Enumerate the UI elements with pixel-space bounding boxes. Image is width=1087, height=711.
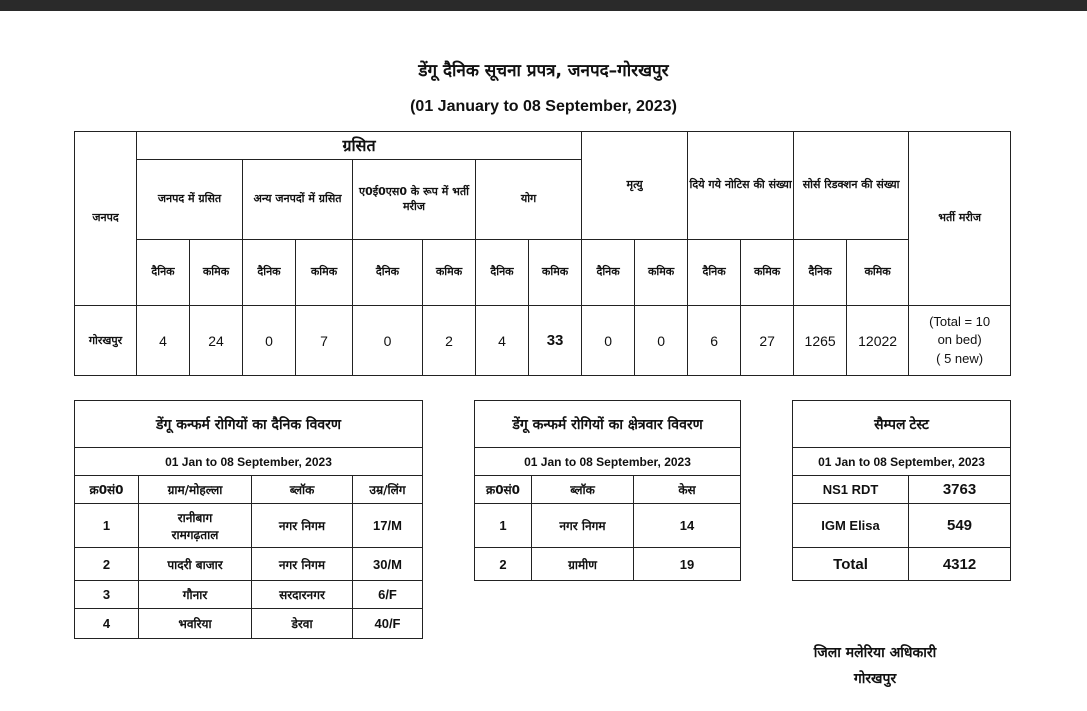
admitted-total-line: (Total = 10 xyxy=(929,314,991,330)
table-row xyxy=(793,504,1011,548)
block-header: ब्लॉक xyxy=(532,476,634,504)
cases-header: केस xyxy=(634,476,741,504)
deaths-cumulative-cell: 0 xyxy=(635,306,688,376)
table-row xyxy=(475,548,741,581)
table-row xyxy=(75,581,423,609)
sn-cell: 4 xyxy=(75,609,139,639)
village-header: ग्राम/मोहल्ला xyxy=(139,476,252,504)
total-value-cell: 4312 xyxy=(909,548,1011,581)
age-sex-header: उम्र/लिंग xyxy=(353,476,423,504)
other-cumulative-cell: 7 xyxy=(296,306,353,376)
cumulative-header: कमिक xyxy=(847,240,909,306)
report-title: डेंगू दैनिक सूचना प्रपत्र, जनपद–गोरखपुर xyxy=(418,61,669,81)
admitted-cell xyxy=(909,306,1011,376)
sn-cell: 1 xyxy=(475,504,532,548)
village-cell xyxy=(139,504,252,548)
age-sex-cell: 30/M xyxy=(353,548,423,581)
signature-designation: जिला मलेरिया अधिकारी xyxy=(813,645,937,661)
local-daily-cell: 4 xyxy=(137,306,190,376)
main-summary-table xyxy=(74,131,1011,376)
sample-test-table xyxy=(792,400,1011,581)
area-table-title: डेंगू कन्फर्म रोगियों का क्षेत्रवार विवरण xyxy=(475,401,741,448)
cumulative-header: कमिक xyxy=(296,240,353,306)
cumulative-header: कमिक xyxy=(741,240,794,306)
group-infected-header: ग्रसित xyxy=(137,132,582,160)
aes-daily-cell: 0 xyxy=(353,306,423,376)
table-row xyxy=(793,476,1011,504)
col-deaths-header: मृत्यु xyxy=(582,132,688,240)
col-total-header: योग xyxy=(476,160,582,240)
village-cell: पादरी बाजार xyxy=(139,548,252,581)
source-cumulative-cell: 12022 xyxy=(847,306,909,376)
daily-header: दैनिक xyxy=(476,240,529,306)
total-daily-cell: 4 xyxy=(476,306,529,376)
table-row xyxy=(75,548,423,581)
col-infected-other-header: अन्य जनपदों में ग्रसित xyxy=(243,160,353,240)
admitted-onbed-line: on bed) xyxy=(937,332,982,348)
daily-header: दैनिक xyxy=(243,240,296,306)
daily-detail-table xyxy=(74,400,423,639)
daily-header: दैनिक xyxy=(582,240,635,306)
age-sex-cell: 40/F xyxy=(353,609,423,639)
total-label-cell: Total xyxy=(793,548,909,581)
daily-header: दैनिक xyxy=(688,240,741,306)
admitted-new-line: ( 5 new) xyxy=(936,350,984,366)
signature-location: गोरखपुर xyxy=(853,671,897,687)
area-detail-table xyxy=(474,400,741,581)
sn-cell: 3 xyxy=(75,581,139,609)
test-count-cell: 549 xyxy=(909,504,1011,548)
other-daily-cell: 0 xyxy=(243,306,296,376)
sn-header: क्र0सं0 xyxy=(475,476,532,504)
sn-cell: 2 xyxy=(75,548,139,581)
block-cell: सरदारनगर xyxy=(252,581,353,609)
total-cumulative-cell: 33 xyxy=(529,306,582,376)
block-cell: नगर निगम xyxy=(252,504,353,548)
aes-cumulative-cell: 2 xyxy=(423,306,476,376)
block-cell: डेरवा xyxy=(252,609,353,639)
cumulative-header: कमिक xyxy=(529,240,582,306)
test-name-cell: IGM Elisa xyxy=(793,504,909,548)
block-header: ब्लॉक xyxy=(252,476,353,504)
sample-table-range: 01 Jan to 08 September, 2023 xyxy=(793,448,1011,476)
test-count-cell: 3763 xyxy=(909,476,1011,504)
cumulative-header: कमिक xyxy=(190,240,243,306)
district-cell: गोरखपुर xyxy=(75,306,137,376)
notices-daily-cell: 6 xyxy=(688,306,741,376)
col-infected-local-header: जनपद में ग्रसित xyxy=(137,160,243,240)
daily-header: दैनिक xyxy=(794,240,847,306)
deaths-daily-cell: 0 xyxy=(582,306,635,376)
cumulative-header: कमिक xyxy=(423,240,476,306)
col-district-header: जनपद xyxy=(75,132,137,306)
daily-table-range: 01 Jan to 08 September, 2023 xyxy=(75,448,423,476)
notices-cumulative-cell: 27 xyxy=(741,306,794,376)
age-sex-cell: 6/F xyxy=(353,581,423,609)
daily-table-title: डेंगू कन्फर्म रोगियों का दैनिक विवरण xyxy=(75,401,423,448)
col-notices-header: दिये गये नोटिस की संख्या xyxy=(688,132,794,240)
cases-cell: 19 xyxy=(634,548,741,581)
local-cumulative-cell: 24 xyxy=(190,306,243,376)
village-line: रानीबाग xyxy=(177,510,213,525)
top-border-bar xyxy=(0,0,1087,11)
cases-cell: 14 xyxy=(634,504,741,548)
col-aes-header: ए0ई0एस0 के रूप में भर्ती मरीज xyxy=(353,160,476,240)
table-row xyxy=(75,504,423,548)
daily-header: दैनिक xyxy=(137,240,190,306)
sn-header: क्र0सं0 xyxy=(75,476,139,504)
daily-header: दैनिक xyxy=(353,240,423,306)
table-row xyxy=(475,504,741,548)
sn-cell: 1 xyxy=(75,504,139,548)
col-source-header: सोर्स रिडक्शन की संख्या xyxy=(794,132,909,240)
table-row xyxy=(793,548,1011,581)
area-table-range: 01 Jan to 08 September, 2023 xyxy=(475,448,741,476)
village-line: रामगढ़ताल xyxy=(171,527,219,542)
village-cell: भवरिया xyxy=(139,609,252,639)
block-cell: ग्रामीण xyxy=(532,548,634,581)
col-admitted-header: भर्ती मरीज xyxy=(909,132,1011,306)
source-daily-cell: 1265 xyxy=(794,306,847,376)
test-name-cell: NS1 RDT xyxy=(793,476,909,504)
block-cell: नगर निगम xyxy=(252,548,353,581)
age-sex-cell: 17/M xyxy=(353,504,423,548)
table-row xyxy=(75,609,423,639)
block-cell: नगर निगम xyxy=(532,504,634,548)
sn-cell: 2 xyxy=(475,548,532,581)
report-period: (01 January to 08 September, 2023) xyxy=(410,98,677,115)
village-cell: गौनार xyxy=(139,581,252,609)
sample-table-title: सैम्पल टेस्ट xyxy=(793,401,1011,448)
cumulative-header: कमिक xyxy=(635,240,688,306)
